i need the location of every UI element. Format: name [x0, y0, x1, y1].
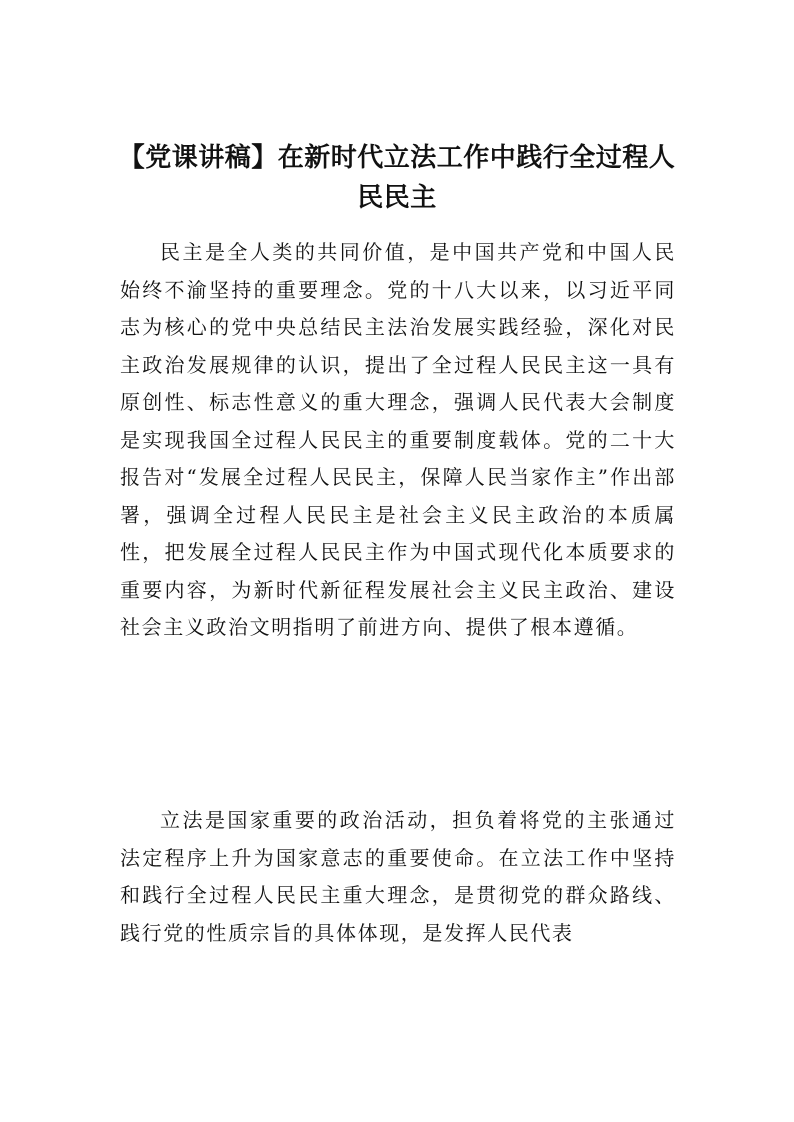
paragraph-1: 民主是全人类的共同价值，是中国共产党和中国人民始终不渝坚持的重要理念。党的十八大以来，以习近平同志为核心的党中央总结民主法治发展实践经验，深化对民主政治发展规律的认识，提出了全过程人民民主这一具有原创性、标志性意义的重大理念，强调人民代表大会制度是实现我国全过程人民民主的重要制度载体。党的二十大报告对“发展全过程人民民主，保障人民当家作主”作出部署，强调全过程人民民主是社会主义民主政治的本质属性，把发展全过程人民民主作为中国式现代化本质要求的重要内容，为新时代新征程发展社会主义民主政治、建设社会主义政治文明指明了前进方向、提供了根本遵循。 — [120, 240, 676, 639]
document-title: 【党课讲稿】在新时代立法工作中践行全过程人民民主 — [118, 143, 676, 213]
paragraph-2: 立法是国家重要的政治活动，担负着将党的主张通过法定程序上升为国家意志的重要使命。在立法工作中坚持和践行全过程人民民主重大理念，是贯彻党的群众路线、践行党的性质宗旨的具体体现，是发挥人民代表 — [120, 808, 676, 945]
